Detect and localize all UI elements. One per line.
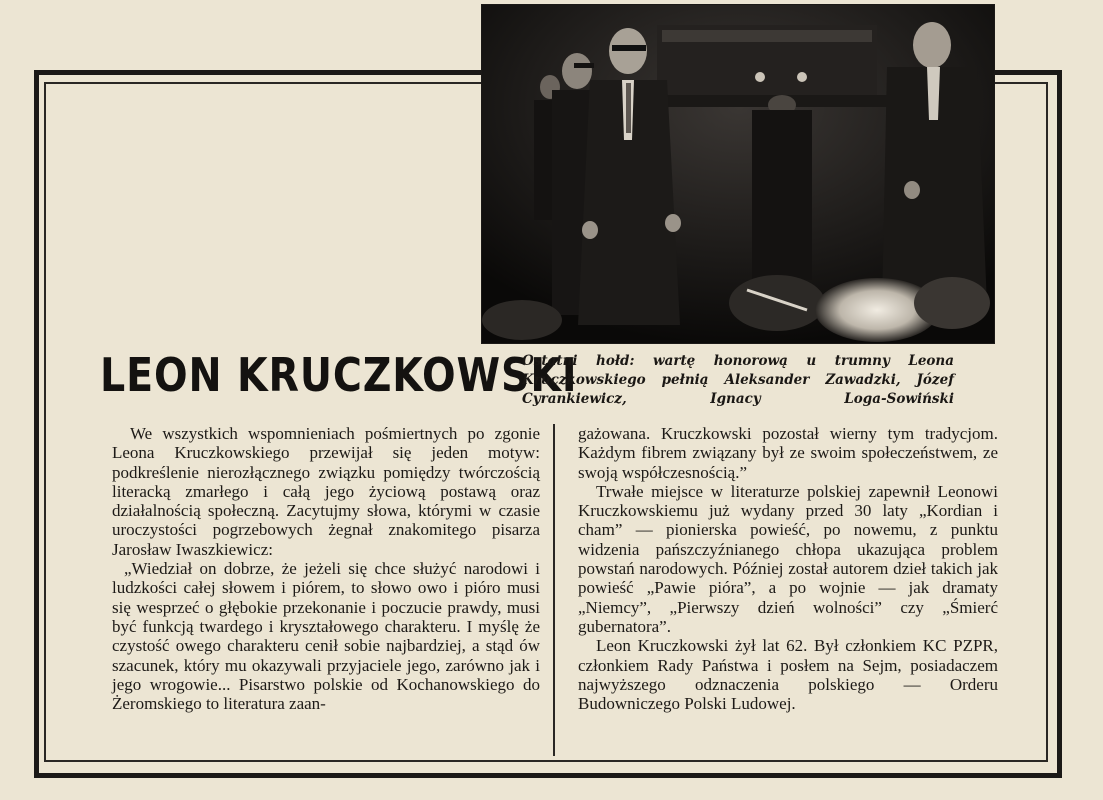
funeral-honor-guard-photo (481, 4, 995, 344)
article-column-right (578, 424, 998, 713)
article-paragraph: We wszystkich wspomnieniach pośmiertnych po zgonie Leona Kruczkowskiego przewijał się jeden motyw: podkreślenie nierozłącznego związku pomiędzy twórczością literacką zmarłego i całą jego życiową postawą oraz działalnością społeczną. Zacytujmy słowa, którymi w czasie uroczystości pogrzebowych żegnał znakomitego pisarza Jarosław Iwaszkiewicz: (112, 424, 540, 559)
article-paragraph: Leon Kruczkowski żył lat 62. Był członkiem KC PZPR, członkiem Rady Państwa i posłem na Sejm, posiadaczem najwyższego odznaczenia polskiego — Orderu Budowniczego Polski Ludowej. (578, 636, 998, 714)
article-quote-paragraph: „Wiedział on dobrze, że jeżeli się chce służyć narodowi i ludzkości całej słowem i piórem, to słowo owo i pióro musi się wesprzeć o głębokie przekonanie i poczucie prawdy, musi być funkcją twardego i kryształowego charakteru. I myślę że czystość owego charakteru cenił sobie najbardziej, a stąd ów szacunek, który mu okazywali przyjaciele jego, zarówno jak i jego wrogowie... Pisarstwo polskie od Kochanowskiego do Żeromskiego to literatura zaan- (112, 559, 540, 714)
article-headline: LEON KRUCZKOWSKI (100, 348, 578, 402)
article-paragraph: gażowana. Kruczkowski pozostał wierny tym tradycjom. Każdym fibrem związany był ze swoim społeczeństwem, ze swoją współczesnością.” (578, 424, 998, 482)
column-divider (553, 424, 555, 756)
article-paragraph: Trwałe miejsce w literaturze polskiej zapewnił Leonowi Kruczkowskiemu już wydany przed 30 laty „Kordian i cham” — pionierska powieść, po nowemu, z punktu widzenia pańszczyźnianego chłopa ukazująca problem powstań narodowych. Później został autorem dzieł takich jak powieść „Pawie pióra”, a po wojnie — jak dramaty „Niemcy”, „Pierwszy dzień wolności” czy „Śmierć gubernatora”. (578, 481, 998, 636)
article-column-left (112, 424, 540, 713)
photo-caption: Ostatni hołd: wartę honorową u trumny Leona Kruczkowskiego pełnią Aleksander Zawadzki, Józef Cyrankiewicz, Ignacy Loga-Sowiński (522, 353, 954, 407)
